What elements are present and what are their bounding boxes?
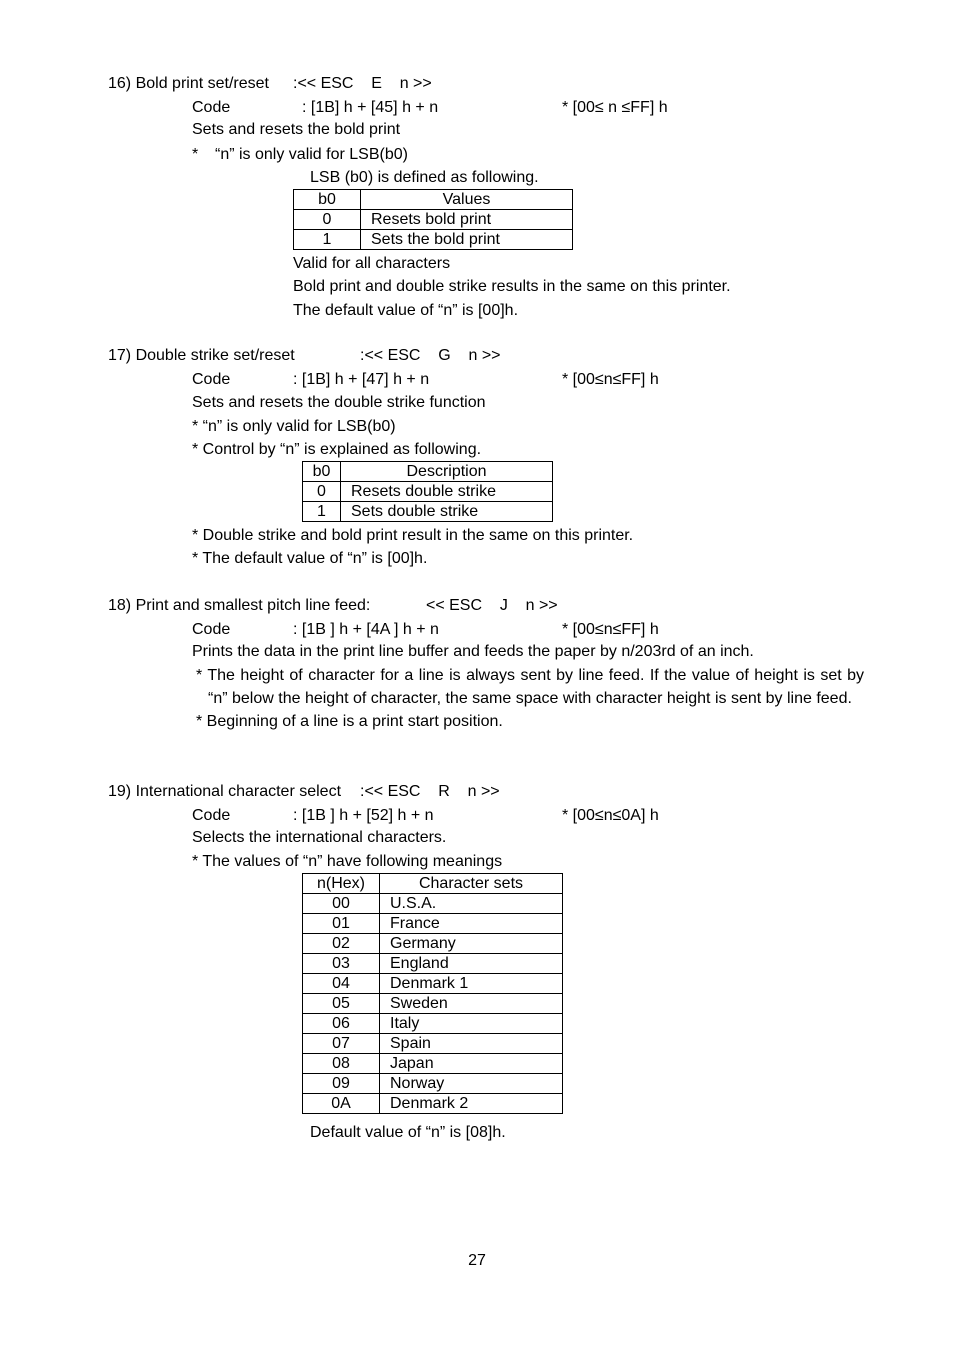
table-cell: Japan bbox=[380, 1054, 563, 1074]
table-cell: Resets bold print bbox=[361, 210, 573, 230]
s17-double-strike-table bbox=[302, 461, 553, 522]
table-cell: 08 bbox=[303, 1054, 380, 1074]
table-cell: 09 bbox=[303, 1074, 380, 1094]
s19-character-set-table bbox=[302, 873, 563, 1114]
s17-description: Sets and resets the double strike function bbox=[192, 394, 486, 411]
table-header-cell: Values bbox=[361, 190, 573, 210]
s17-after-1: * Double strike and bold print result in the same on this printer. bbox=[192, 527, 634, 544]
table-row bbox=[303, 974, 563, 994]
s18-notes bbox=[192, 664, 864, 733]
table-cell: England bbox=[380, 954, 563, 974]
table-cell: 03 bbox=[303, 954, 380, 974]
table-header-cell: n(Hex) bbox=[303, 874, 380, 894]
s19-heading: 19) International character select bbox=[108, 783, 342, 800]
s17-note-1: * “n” is only valid for LSB(b0) bbox=[192, 418, 396, 435]
table-row bbox=[303, 1054, 563, 1074]
s16-note-star: * bbox=[192, 146, 199, 163]
table-cell: Sets the bold print bbox=[361, 230, 573, 250]
page-number: 27 bbox=[468, 1252, 486, 1269]
table-cell: Norway bbox=[380, 1074, 563, 1094]
table-cell: Resets double strike bbox=[341, 482, 553, 502]
s17-command: :<< ESC G n >> bbox=[360, 347, 501, 364]
s18-note-1: * The height of character for a line is always sent by line feed. If the value of height is set by “n” below the height of character, the same space with character height is sent by line feed. bbox=[196, 667, 864, 707]
table-cell: Spain bbox=[380, 1034, 563, 1054]
table-header-cell: b0 bbox=[294, 190, 361, 210]
s16-after-3: The default value of “n” is [00]h. bbox=[293, 302, 519, 319]
table-row bbox=[303, 914, 563, 934]
table-row bbox=[303, 994, 563, 1014]
s17-range: * [00≤n≤FF] h bbox=[562, 371, 659, 388]
table-cell: 05 bbox=[303, 994, 380, 1014]
table-cell: 01 bbox=[303, 914, 380, 934]
table-row bbox=[303, 894, 563, 914]
table-row bbox=[294, 230, 573, 250]
s17-heading: 17) Double strike set/reset bbox=[108, 347, 295, 364]
table-cell: 0 bbox=[294, 210, 361, 230]
table-cell: 0A bbox=[303, 1094, 380, 1114]
table-cell: 07 bbox=[303, 1034, 380, 1054]
table-header-row bbox=[294, 190, 573, 210]
table-cell: Denmark 2 bbox=[380, 1094, 563, 1114]
s16-range: * [00≤ n ≤FF] h bbox=[562, 99, 668, 116]
table-header-cell: Character sets bbox=[380, 874, 563, 894]
table-row bbox=[303, 1014, 563, 1034]
s19-description: Selects the international characters. bbox=[192, 829, 447, 846]
table-cell: Sets double strike bbox=[341, 502, 553, 522]
table-header-row bbox=[303, 874, 563, 894]
s19-code-value: : [1B ] h + [52] h + n bbox=[293, 807, 434, 824]
s16-code-label: Code bbox=[192, 99, 231, 116]
table-row bbox=[303, 934, 563, 954]
table-cell: 0 bbox=[303, 482, 341, 502]
table-row bbox=[294, 210, 573, 230]
s18-code-label: Code bbox=[192, 621, 231, 638]
s19-after: Default value of “n” is [08]h. bbox=[310, 1124, 506, 1141]
s18-range: * [00≤n≤FF] h bbox=[562, 621, 659, 638]
table-header-cell: Description bbox=[341, 462, 553, 482]
s16-command: :<< ESC E n >> bbox=[293, 75, 432, 92]
s19-command: :<< ESC R n >> bbox=[360, 783, 500, 800]
s16-table-caption: LSB (b0) is defined as following. bbox=[310, 169, 539, 186]
s16-code-value: : [1B] h + [45] h + n bbox=[302, 99, 439, 116]
table-cell: Germany bbox=[380, 934, 563, 954]
table-cell: 04 bbox=[303, 974, 380, 994]
table-cell: 1 bbox=[303, 502, 341, 522]
table-header-row bbox=[303, 462, 553, 482]
s17-code-value: : [1B] h + [47] h + n bbox=[293, 371, 430, 388]
table-header-cell: b0 bbox=[303, 462, 341, 482]
s19-range: * [00≤n≤0A] h bbox=[562, 807, 659, 824]
s17-code-label: Code bbox=[192, 371, 231, 388]
table-row bbox=[303, 1074, 563, 1094]
table-cell: U.S.A. bbox=[380, 894, 563, 914]
s18-description: Prints the data in the print line buffer and feeds the paper by n/203rd of an inch. bbox=[192, 643, 754, 660]
table-cell: 06 bbox=[303, 1014, 380, 1034]
s16-after-1: Valid for all characters bbox=[293, 255, 451, 272]
table-cell: 1 bbox=[294, 230, 361, 250]
s17-after-2: * The default value of “n” is [00]h. bbox=[192, 550, 428, 567]
table-cell: Italy bbox=[380, 1014, 563, 1034]
s18-note-2: * Beginning of a line is a print start position. bbox=[196, 713, 503, 730]
table-row bbox=[303, 1034, 563, 1054]
table-row bbox=[303, 1094, 563, 1114]
s19-code-label: Code bbox=[192, 807, 231, 824]
s16-note: “n” is only valid for LSB(b0) bbox=[215, 146, 408, 163]
s17-note-2: * Control by “n” is explained as following. bbox=[192, 441, 482, 458]
s16-description: Sets and resets the bold print bbox=[192, 121, 401, 138]
table-cell: France bbox=[380, 914, 563, 934]
s16-heading: 16) Bold print set/reset bbox=[108, 75, 269, 92]
table-cell: Sweden bbox=[380, 994, 563, 1014]
s16-after-2: Bold print and double strike results in the same on this printer. bbox=[293, 278, 731, 295]
table-row bbox=[303, 482, 553, 502]
s19-note: * The values of “n” have following meanings bbox=[192, 853, 503, 870]
table-cell: 02 bbox=[303, 934, 380, 954]
table-row bbox=[303, 954, 563, 974]
s18-code-value: : [1B ] h + [4A ] h + n bbox=[293, 621, 439, 638]
s18-command: << ESC J n >> bbox=[426, 597, 558, 614]
table-cell: 00 bbox=[303, 894, 380, 914]
table-row bbox=[303, 502, 553, 522]
s16-bold-table bbox=[293, 189, 573, 250]
s18-heading: 18) Print and smallest pitch line feed: bbox=[108, 597, 371, 614]
table-cell: Denmark 1 bbox=[380, 974, 563, 994]
